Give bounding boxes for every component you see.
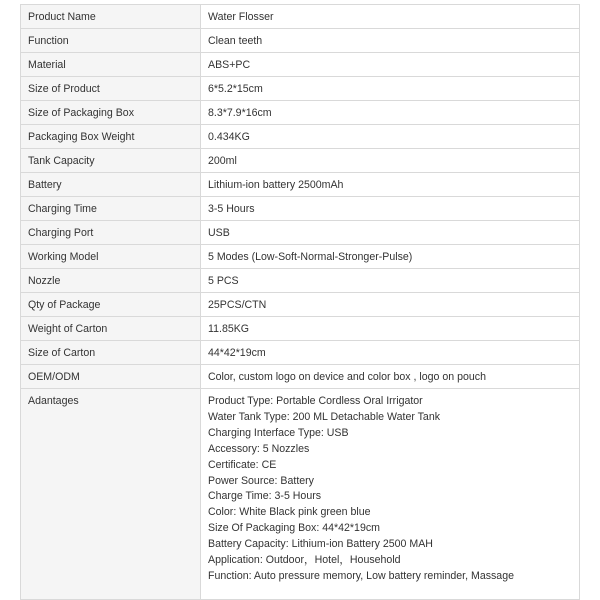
advantage-line: Charging Interface Type: USB [208, 426, 349, 439]
spec-value: Lithium-ion battery 2500mAh [201, 173, 580, 197]
advantage-line: Product Type: Portable Cordless Oral Irrigator [208, 395, 423, 407]
spec-label: Function [21, 29, 201, 53]
table-row [21, 101, 580, 125]
product-spec-table [20, 4, 580, 600]
spec-label: OEM/ODM [21, 365, 201, 389]
advantage-line: Charge Time: 3-5 Hours [208, 490, 322, 503]
table-row [21, 125, 580, 149]
spec-value: 11.85KG [201, 317, 580, 341]
spec-label: Charging Time [21, 197, 201, 221]
spec-value: ABS+PC [201, 53, 580, 77]
spec-value: Clean teeth [201, 29, 580, 53]
advantage-line: Certificate: CE [208, 458, 277, 471]
spec-value: 6*5.2*15cm [201, 77, 580, 101]
spec-label: Weight of Carton [21, 317, 201, 341]
spec-value: 5 PCS [201, 269, 580, 293]
spec-label: Size of Product [21, 77, 201, 101]
advantage-line: Color: White Black pink green blue [208, 506, 371, 519]
spec-label: Packaging Box Weight [21, 125, 201, 149]
spec-label: Working Model [21, 245, 201, 269]
spec-value: USB [201, 221, 580, 245]
spec-value: Water Flosser [201, 5, 580, 29]
spec-value: 44*42*19cm [201, 341, 580, 365]
advantages-row [21, 389, 580, 600]
advantage-line: Water Tank Type: 200 ML Detachable Water Tank [208, 410, 441, 423]
advantage-line: Size Of Packaging Box: 44*42*19cm [208, 522, 380, 535]
table-row [21, 269, 580, 293]
spec-label: Material [21, 53, 201, 77]
spec-value: 3-5 Hours [201, 197, 580, 221]
table-row [21, 365, 580, 389]
table-row [21, 221, 580, 245]
advantages-label: Adantages [21, 389, 201, 600]
table-row [21, 317, 580, 341]
spec-label: Charging Port [21, 221, 201, 245]
spec-value: 5 Modes (Low-Soft-Normal-Stronger-Pulse) [201, 245, 580, 269]
advantage-line: Battery Capacity: Lithium-ion Battery 2500 MAH [208, 538, 433, 551]
spec-value: 8.3*7.9*16cm [201, 101, 580, 125]
spec-label: Product Name [21, 5, 201, 29]
advantage-line: Function: Auto pressure memory, Low battery reminder, Massage [208, 569, 514, 582]
advantage-line: Accessory: 5 Nozzles [208, 442, 310, 455]
spec-label: Tank Capacity [21, 149, 201, 173]
table-row [21, 197, 580, 221]
table-row [21, 149, 580, 173]
spec-label: Size of Packaging Box [21, 101, 201, 125]
table-row [21, 173, 580, 197]
spec-value: 200ml [201, 149, 580, 173]
spec-value: 0.434KG [201, 125, 580, 149]
spec-label: Qty of Package [21, 293, 201, 317]
table-row [21, 53, 580, 77]
spec-label: Nozzle [21, 269, 201, 293]
advantage-line: Power Source: Battery [208, 474, 314, 487]
table-row [21, 77, 580, 101]
spec-table-body [21, 5, 580, 600]
table-row [21, 341, 580, 365]
table-row [21, 29, 580, 53]
table-row [21, 293, 580, 317]
advantages-list [201, 389, 580, 600]
spec-value: 25PCS/CTN [201, 293, 580, 317]
advantage-line: Application: Outdoor，Hotel，Household [208, 554, 401, 567]
spec-label: Size of Carton [21, 341, 201, 365]
table-row [21, 245, 580, 269]
spec-value: Color, custom logo on device and color box , logo on pouch [201, 365, 580, 389]
spec-label: Battery [21, 173, 201, 197]
table-row [21, 5, 580, 29]
